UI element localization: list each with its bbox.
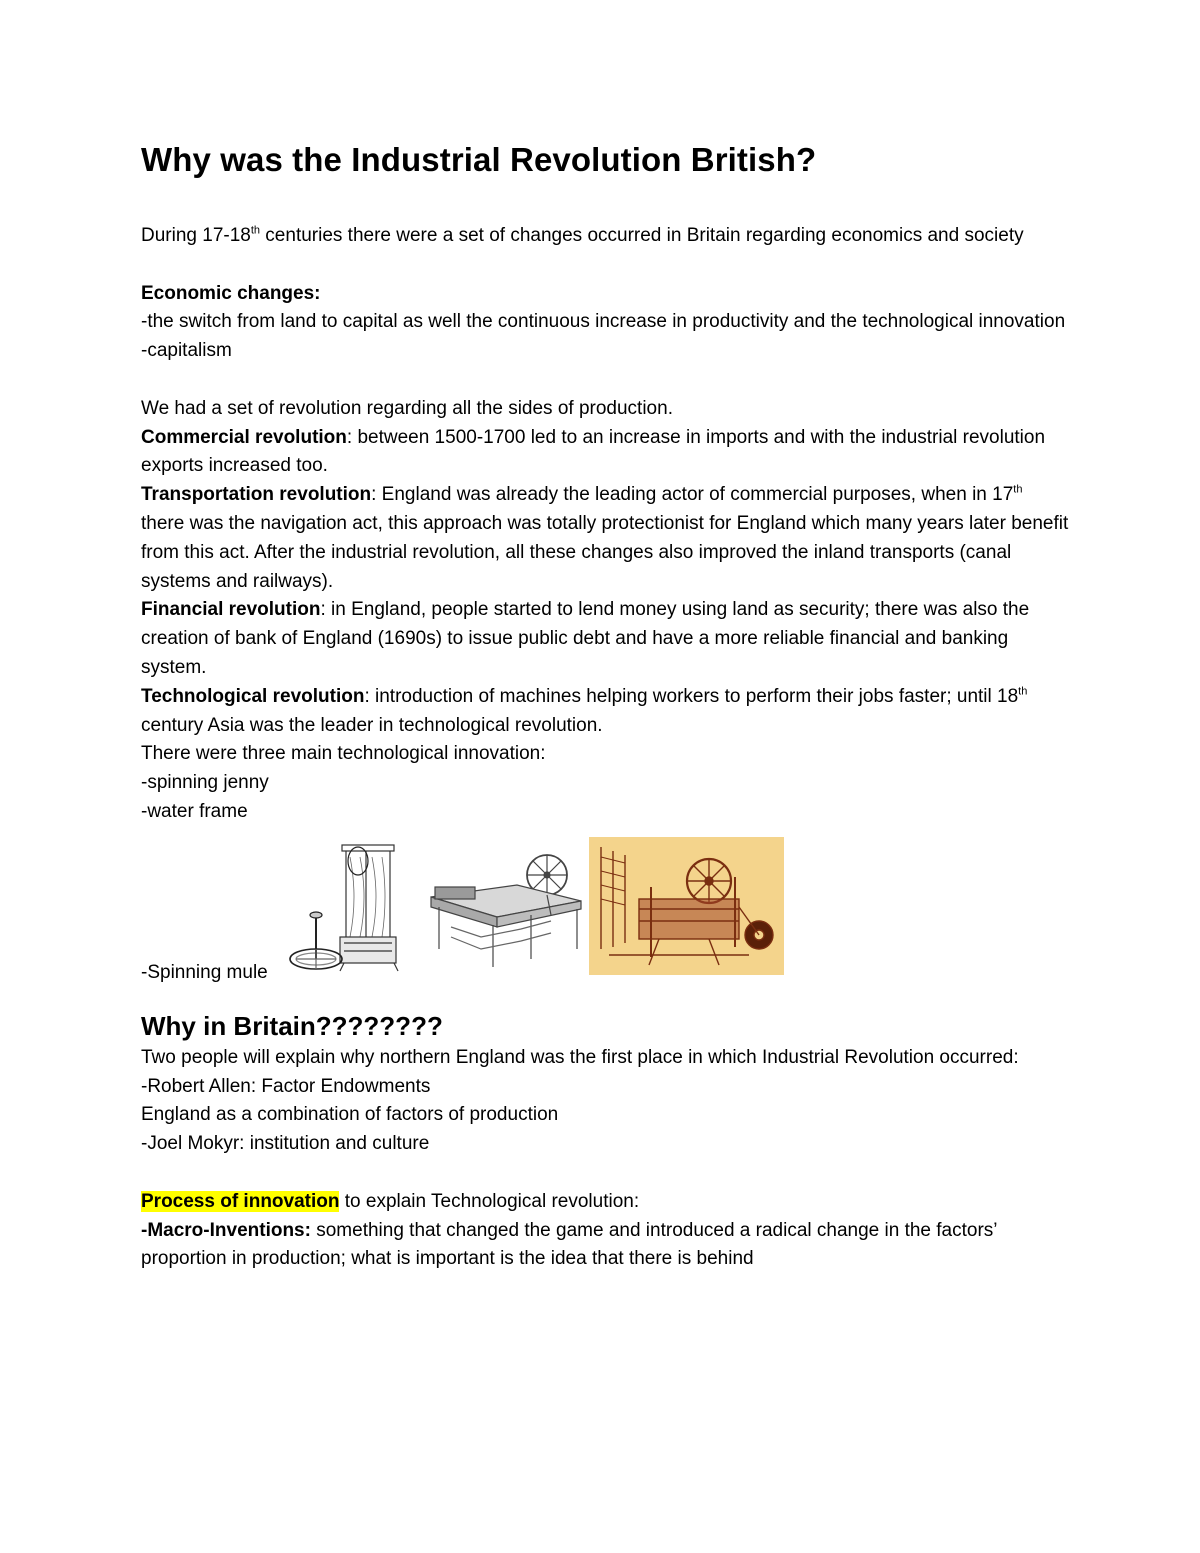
transportation-text-end: there was the navigation act, this approach was totally protectionist for England which many years later benefit from this act. After the industrial revolution, all these changes also improved the inland transports (canal systems and railways). <box>141 512 1069 592</box>
britain-line: Two people will explain why northern England was the first place in which Industrial Revolution occurred: <box>141 1046 1019 1068</box>
spacer <box>141 988 1071 1008</box>
financial-text: : in England, people started to lend money using land as security; there was also the creation of bank of England (1690s) to issue public debt and have a more reliable financial and banking system. <box>141 599 1030 678</box>
financial-label: Financial revolution <box>141 599 321 621</box>
spacer <box>141 251 1071 280</box>
transportation-label: Transportation revolution <box>141 484 372 506</box>
spacer <box>141 180 1071 222</box>
economic-item: -capitalism <box>141 340 232 362</box>
transportation-text: : England was already the leading actor of commercial purposes, when in 17 <box>371 484 1014 506</box>
innovation-item: -water frame <box>141 800 248 822</box>
intro-text-end: centuries there were a set of changes occurred in Britain regarding economics and society <box>260 225 1024 246</box>
spacer <box>141 366 1071 395</box>
innovation-paragraph <box>141 1188 1071 1217</box>
intro-paragraph <box>141 222 1071 251</box>
document-page <box>141 140 1071 1274</box>
intro-text-start: During 17-18 <box>141 225 251 246</box>
economic-item: -the switch from land to capital as well the continuous increase in productivity and the technological innovation <box>141 311 1066 333</box>
commercial-paragraph <box>141 424 1071 482</box>
innovation-item: -Spinning mule <box>141 961 268 983</box>
technological-label: Technological revolution <box>141 685 365 707</box>
transportation-paragraph <box>141 481 1071 596</box>
innovations-intro: There were three main technological innovation: <box>141 743 546 765</box>
technological-text-end: century Asia was the leader in technological revolution. <box>141 714 603 736</box>
water-frame-illustration <box>589 837 784 975</box>
technological-paragraph <box>141 683 1071 741</box>
superscript: th <box>250 224 261 237</box>
spinning-jenny-illustration <box>284 837 421 975</box>
commercial-text: : between 1500-1700 led to an increase in imports and with the industrial revolution exports increased too. <box>141 426 1046 477</box>
macro-inventions-paragraph <box>141 1217 1071 1275</box>
innovation-item: -spinning jenny <box>141 772 269 794</box>
document-title: Why was the Industrial Revolution British? <box>141 141 817 178</box>
britain-line: -Joel Mokyr: institution and culture <box>141 1133 430 1155</box>
britain-line: England as a combination of factors of production <box>141 1104 559 1126</box>
highlighted-term: Process of innovation <box>141 1190 340 1212</box>
spinning-machine-illustration <box>421 837 589 975</box>
section-heading-britain: Why in Britain???????? <box>141 1010 443 1041</box>
spacer <box>141 1159 1071 1188</box>
macro-inventions-text: something that changed the game and introduced a radical change in the factors’ proportion in production; what is important is the idea that there is behind <box>141 1219 997 1270</box>
commercial-label: Commercial revolution <box>141 426 347 448</box>
macro-inventions-label: -Macro-Inventions: <box>141 1219 311 1241</box>
superscript: th <box>1013 483 1023 496</box>
superscript: th <box>1018 685 1028 698</box>
economic-heading: Economic changes: <box>141 282 321 304</box>
innovation-images-row <box>141 837 1071 988</box>
technological-text: : introduction of machines helping workers to perform their jobs faster; until 18 <box>364 685 1019 707</box>
revolutions-intro: We had a set of revolution regarding all the sides of production. <box>141 397 673 419</box>
britain-line: -Robert Allen: Factor Endowments <box>141 1075 431 1097</box>
innovation-text: to explain Technological revolution: <box>339 1190 640 1212</box>
financial-paragraph <box>141 596 1071 682</box>
image-strip <box>284 837 784 975</box>
